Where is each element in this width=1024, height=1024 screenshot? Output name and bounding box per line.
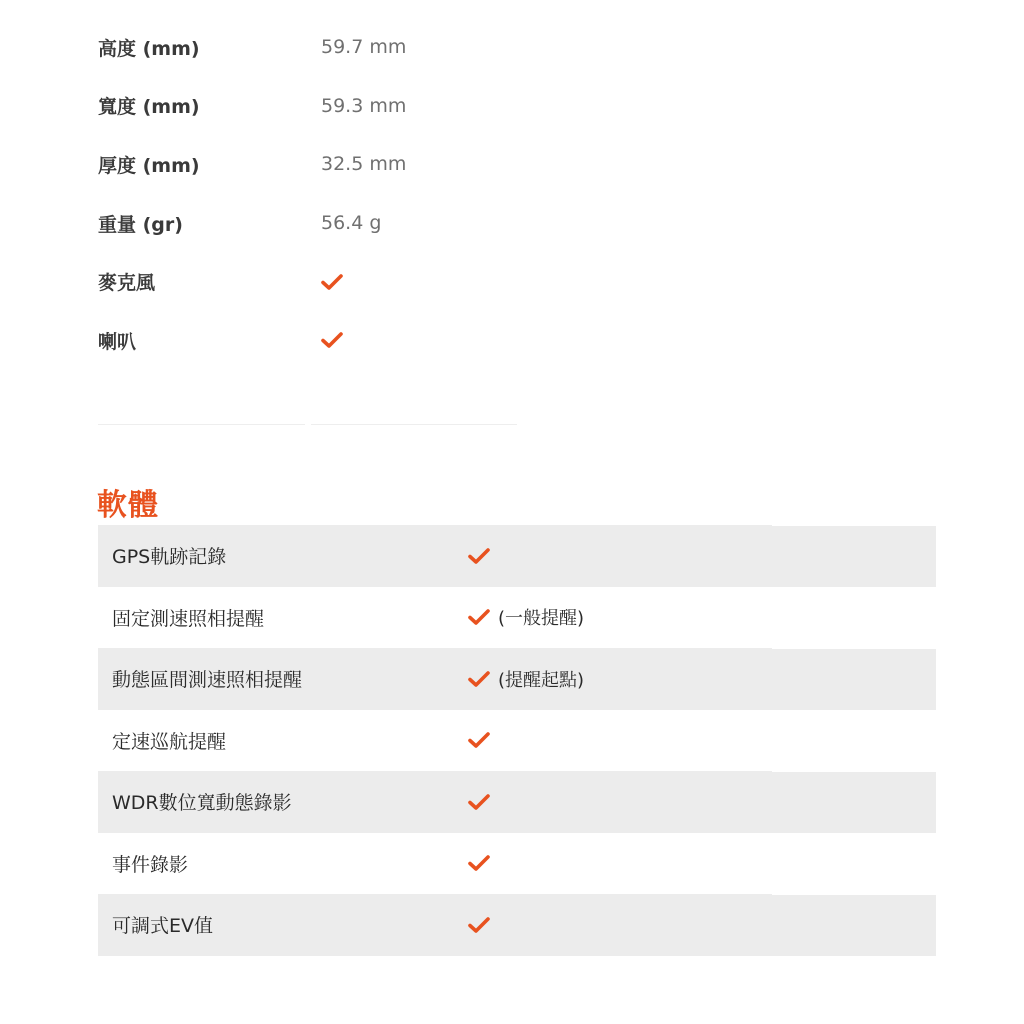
feature-label: 動態區間測速照相提醒 [112, 669, 303, 692]
checkmark-icon [468, 608, 490, 626]
feature-label: 固定測速照相提醒 [112, 607, 265, 630]
spec-row-thickness [98, 135, 518, 194]
spec-value: 59.7 mm [321, 36, 407, 59]
spec-row-speaker [98, 311, 518, 370]
divider-right [311, 424, 517, 425]
table-row [98, 587, 936, 649]
checkmark-icon [468, 547, 490, 565]
feature-note: (一般提醒) [498, 608, 585, 630]
table-row [98, 833, 936, 895]
table-row [98, 710, 936, 772]
spec-label: 厚度 (mm) [98, 154, 200, 177]
spec-label: 高度 (mm) [98, 37, 200, 60]
feature-label: 事件錄影 [112, 853, 189, 876]
feature-value [468, 793, 490, 811]
feature-label: 定速巡航提醒 [112, 730, 227, 753]
feature-note: (提醒起點) [498, 669, 585, 691]
feature-value [468, 547, 490, 565]
spec-value: 59.3 mm [321, 94, 407, 117]
spec-row-width [98, 77, 518, 136]
checkmark-icon [468, 670, 490, 688]
spec-row-microphone [98, 252, 518, 311]
hardware-spec-list [98, 18, 518, 370]
checkmark-icon [468, 854, 490, 872]
feature-value [468, 916, 490, 934]
software-section-title: 軟體 [97, 488, 159, 523]
feature-value [468, 731, 490, 749]
spec-row-weight [98, 194, 518, 253]
table-row [98, 648, 936, 710]
feature-label: 可調式EV值 [112, 915, 214, 938]
spec-value: 32.5 mm [321, 153, 407, 176]
feature-label: WDR數位寬動態錄影 [112, 792, 292, 815]
checkmark-icon [468, 916, 490, 934]
table-row [98, 894, 936, 956]
spec-label: 喇叭 [98, 330, 137, 353]
checkmark-icon [321, 331, 343, 349]
spec-row-height [98, 18, 518, 77]
checkmark-icon [468, 731, 490, 749]
table-row [98, 525, 936, 587]
feature-label: GPS軌跡記錄 [112, 546, 227, 569]
spec-value: 56.4 g [321, 212, 382, 235]
feature-value [468, 854, 490, 872]
checkmark-icon [468, 793, 490, 811]
spec-label: 重量 (gr) [98, 213, 183, 236]
feature-value [468, 666, 584, 692]
checkmark-icon [321, 273, 343, 291]
feature-value [468, 604, 584, 630]
spec-label: 寬度 (mm) [98, 96, 200, 119]
software-feature-table [98, 525, 936, 956]
divider-left [98, 424, 305, 425]
table-row [98, 771, 936, 833]
spec-label: 麥克風 [98, 272, 156, 295]
